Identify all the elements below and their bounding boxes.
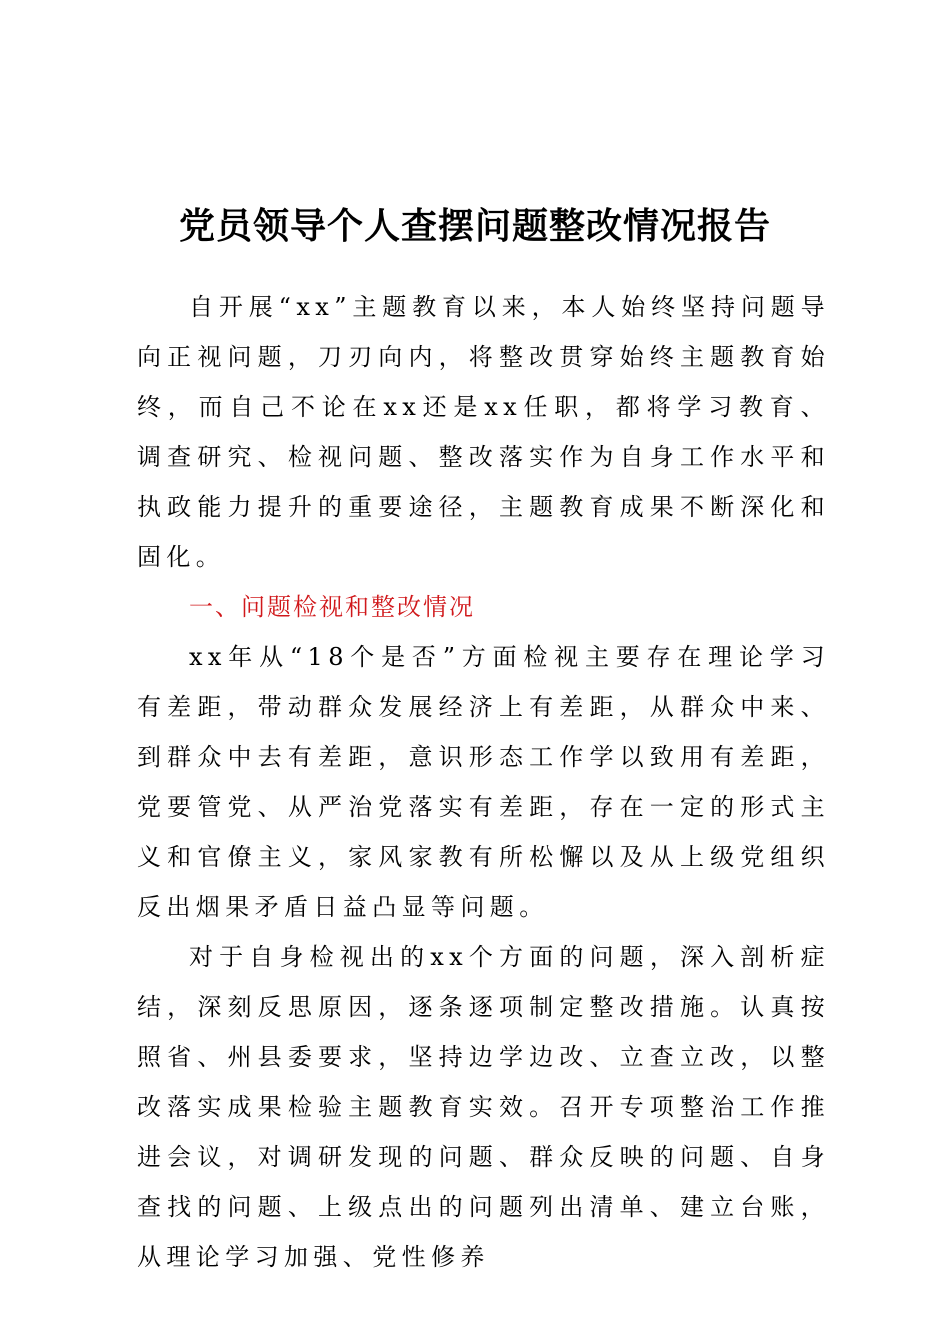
document-body — [137, 282, 830, 1282]
section1-paragraph-2: 对于自身检视出的xx个方面的问题，深入剖析症结，深刻反思原因，逐条逐项制定整改措施。认真按照省、州县委要求，坚持边学边改、立查立改，以整改落实成果检验主题教育实效。召开专项整治工作推进会议，对调研发现的问题、群众反映的问题、自身查找的问题、上级点出的问题列出清单、建立台账，从理论学习加强、党性修养 — [137, 943, 830, 1271]
section1-paragraph-1: xx年从“18个是否”方面检视主要存在理论学习有差距，带动群众发展经济上有差距，从群众中来、到群众中去有差距，意识形态工作学以致用有差距，党要管党、从严治党落实有差距，存在一定的形式主义和官僚主义，家风家教有所松懈以及从上级党组织反出烟果矛盾日益凸显等问题。 — [137, 643, 830, 921]
document-title: 党员领导个人查摆问题整改情况报告 — [178, 206, 771, 247]
intro-paragraph: 自开展“xx”主题教育以来，本人始终坚持问题导向正视问题，刀刃向内，将整改贯穿始终主题教育始终，而自己不论在xx还是xx任职，都将学习教育、调查研究、检视问题、整改落实作为自身工作水平和执政能力提升的重要途径，主题教育成果不断深化和固化。 — [137, 293, 830, 571]
section-heading-problem-review: 一、问题检视和整改情况 — [189, 593, 475, 621]
